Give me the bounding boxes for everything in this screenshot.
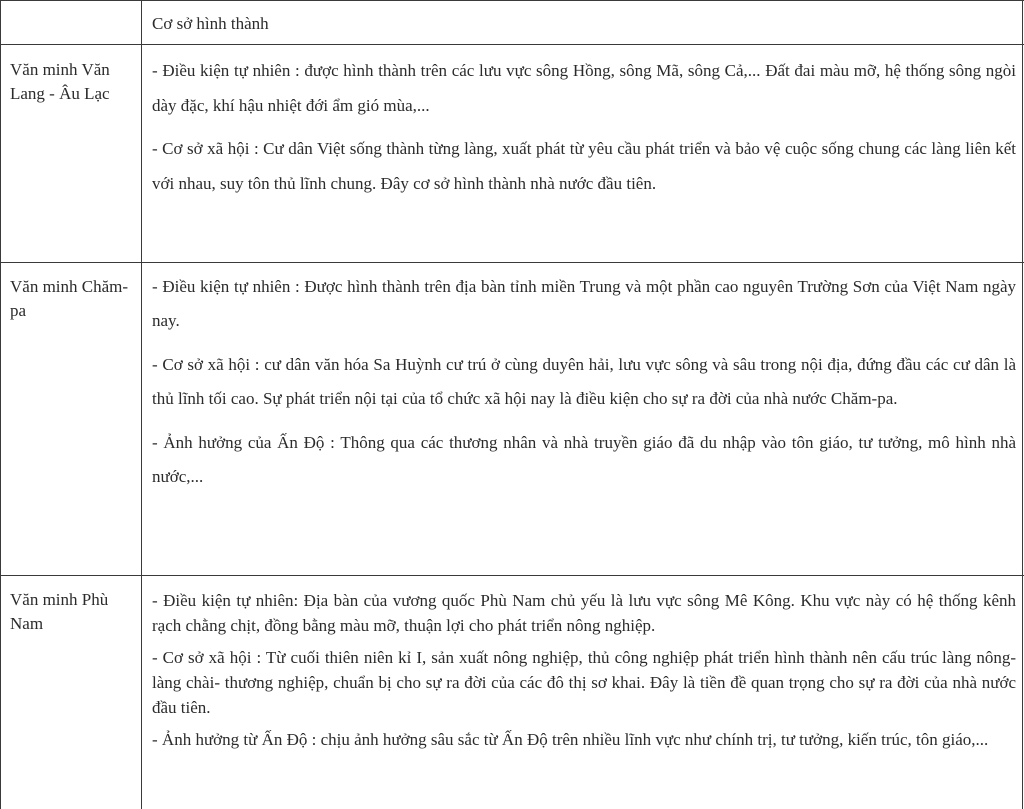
row2-bottom-rule <box>0 575 1024 576</box>
table-border-top <box>0 0 1024 1</box>
row-label-van-lang: Văn minh Văn Lang - Âu Lạc <box>10 60 110 103</box>
header-bottom-rule <box>0 44 1024 45</box>
table-border-right <box>1022 0 1023 809</box>
paragraph: - Cơ sở xã hội : cư dân văn hóa Sa Huỳnh cư trú ở cùng duyên hải, lưu vực sông và sâu trong nội địa, đứng đầu các cư dân là thủ lĩnh tối cao. Sự phát triển nội tại của tổ chức xã hội nay là điều kiện cho sự ra đời của nhà nước Chăm-pa. <box>152 355 1016 408</box>
paragraph: - Điều kiện tự nhiên: Địa bàn của vương quốc Phù Nam chủ yếu là lưu vực sông Mê Kông. Khu vực này có hệ thống kênh rạch chằng chịt, đồng bằng màu mỡ, thuận lợi cho phát triển nông nghiệp. <box>152 591 1016 635</box>
paragraph: - Điều kiện tự nhiên : Được hình thành trên địa bàn tỉnh miền Trung và một phần cao nguyên Trường Sơn của Việt Nam ngày nay. <box>152 277 1016 330</box>
row-content-phu-nam <box>152 588 1016 752</box>
paragraph: - Cơ sở xã hội : Từ cuối thiên niên kỉ I, sản xuất nông nghiệp, thủ công nghiệp phát triển hình thành nên cấu trúc làng nông- làng chài- thương nghiệp, chuẩn bị cho sự ra đời của các đô thị sơ khai. Đây là tiền đề quan trọng cho sự ra đời của nhà nước đầu tiên. <box>152 648 1016 717</box>
row1-bottom-rule <box>0 262 1024 263</box>
header-cell-title: Cơ sở hình thành <box>152 14 269 33</box>
paragraph: - Điều kiện tự nhiên : được hình thành trên các lưu vực sông Hồng, sông Mã, sông Cả,... Đất đai màu mỡ, hệ thống sông ngòi dày đặc, khí hậu nhiệt đới ẩm gió mùa,... <box>152 61 1016 115</box>
row-content-cham-pa <box>152 270 1016 494</box>
row-content-van-lang <box>152 53 1016 201</box>
table-border-left <box>0 0 1 809</box>
paragraph: - Ảnh hưởng từ Ấn Độ : chịu ảnh hưởng sâu sắc từ Ấn Độ trên nhiều lĩnh vực như chính trị, tư tưởng, kiến trúc, tôn giáo,... <box>152 730 989 749</box>
row-label-cham-pa: Văn minh Chăm-pa <box>10 277 129 320</box>
paragraph: - Cơ sở xã hội : Cư dân Việt sống thành từng làng, xuất phát từ yêu cầu phát triển và bảo vệ cuộc sống chung các làng liên kết với nhau, suy tôn thủ lĩnh chung. Đây cơ sở hình thành nhà nước đầu tiên. <box>152 139 1016 193</box>
column-divider <box>141 0 142 809</box>
paragraph: - Ảnh hưởng của Ấn Độ : Thông qua các thương nhân và nhà truyền giáo đã du nhập vào tôn giáo, tư tưởng, mô hình nhà nước,... <box>152 433 1016 486</box>
row-label-phu-nam: Văn minh Phù Nam <box>10 590 109 633</box>
